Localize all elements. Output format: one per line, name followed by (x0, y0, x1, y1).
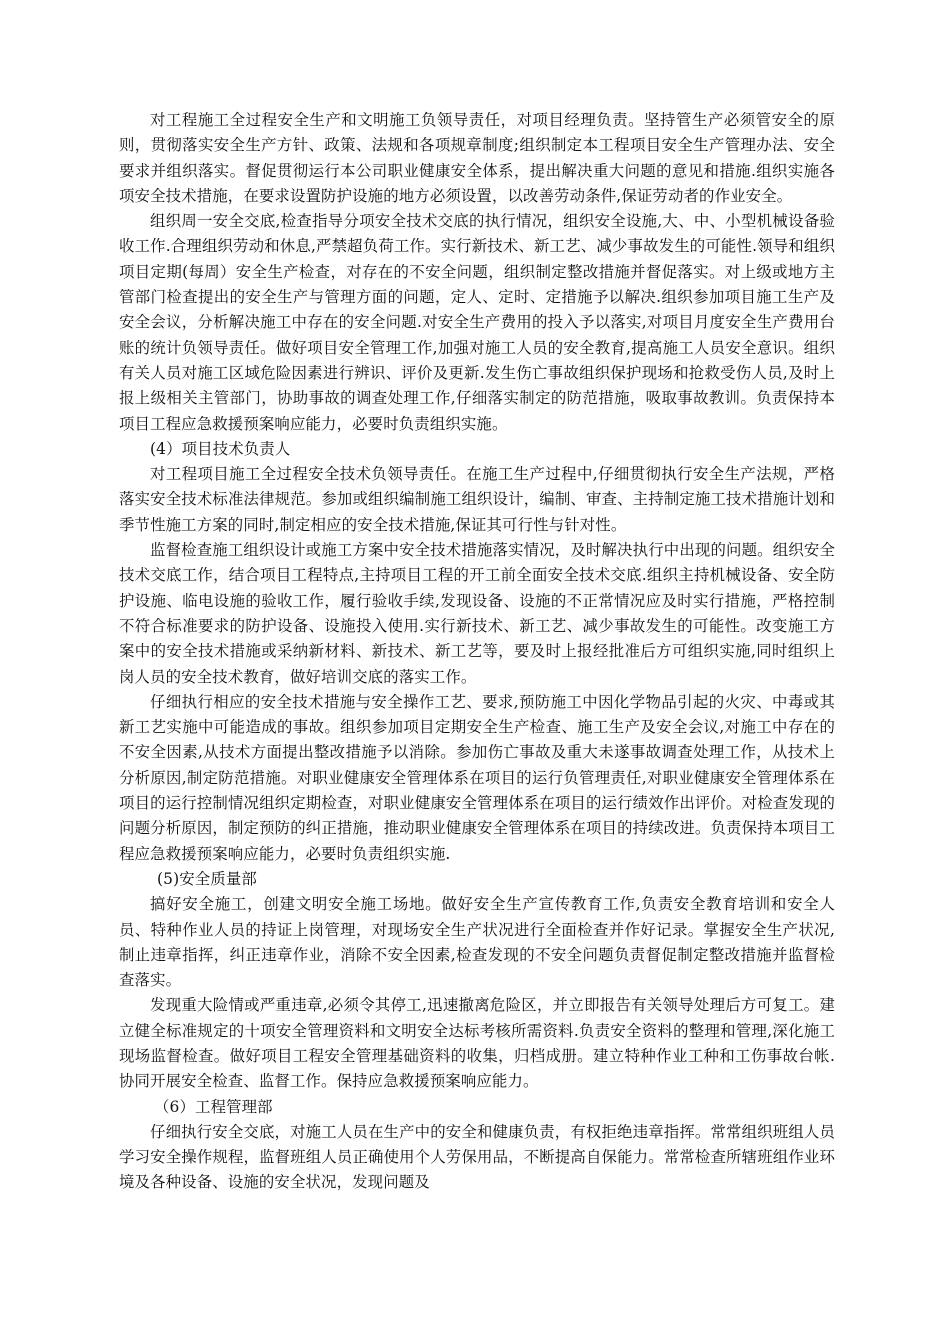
paragraph-1: 对工程施工全过程安全生产和文明施工负领导责任，对项目经理负责。坚持管生产必须管安全的原则，贯彻落实安全生产方针、政策、法规和各项规章制度;组织制定本工程项目安全生产管理办法、安全要求并组织落实。督促贯彻运行本公司职业健康安全体系，提出解决重大问题的意见和措施.组织实施各项安全技术措施，在要求设置防护设施的地方必须设置，以改善劳动条件,保证劳动者的作业安全。 (119, 111, 835, 205)
section-heading-6: （6）工程管理部 (154, 1097, 273, 1116)
paragraph-5: 仔细执行相应的安全技术措施与安全操作工艺、要求,预防施工中因化学物品引起的火灾、中毒或其新工艺实施中可能造成的事故。组织参加项目定期安全生产检查、施工生产及安全会议,对施工中存在的不安全因素,从技术方面提出整改措施予以消除。参加伤亡事故及重大未遂事故调查处理工作，从技术上分析原因,制定防范措施。对职业健康安全管理体系在项目的运行负管理责任,对职业健康安全管理体系在项目的运行控制情况组织定期检查，对职业健康安全管理体系在项目的运行绩效作出评价。对检查发现的问题分析原因，制定预防的纠正措施，推动职业健康安全管理体系在项目的持续改进。负责保持本项目工程应急救援预案响应能力，必要时负责组织实施. (119, 692, 835, 863)
paragraph-4: 监督检查施工组织设计或施工方案中安全技术措施落实情况，及时解决执行中出现的问题。组织安全技术交底工作，结合项目工程特点,主持项目工程的开工前全面安全技术交底.组织主持机械设备、安全防护设施、临电设施的验收工作，履行验收手续,发现设备、设施的不正常情况应及时实行措施，严格控制不符合标准要求的防护设备、设施投入使用.实行新技术、新工艺、减少事故发生的可能性。改变施工方案中的安全技术措施或采纳新材料、新技术、新工艺等，要及时上报经批准后方可组织实施,同时组织上岗人员的安全技术教育，做好培训交底的落实工作。 (119, 541, 835, 686)
paragraph-3: 对工程项目施工全过程安全技术负领导责任。在施工生产过程中,仔细贯彻执行安全生产法规，严格落实安全技术标准法律规范。参加或组织编制施工组织设计，编制、审查、主持制定施工技术措施计划和季节性施工方案的同时,制定相应的安全技术措施,保证其可行性与针对性。 (119, 465, 835, 534)
paragraph-2: 组织周一安全交底,检查指导分项安全技术交底的执行情况，组织安全设施,大、中、小型机械设备验收工作.合理组织劳动和休息,严禁超负荷工作。实行新技术、新工艺、减少事故发生的可能性.领导和组织项目定期(每周）安全生产检查，对存在的不安全问题，组织制定整改措施并督促落实。对上级或地方主管部门检查提出的安全生产与管理方面的问题，定人、定时、定措施予以解决.组织参加项目施工生产及安全会议，分析解决施工中存在的安全问题.对安全生产费用的投入予以落实,对项目月度安全生产费用台账的统计负领导责任。做好项目安全管理工作,加强对施工人员的安全教育,提高施工人员安全意识。组织有关人员对施工区域危险因素进行辨识、评价及更新.发生伤亡事故组织保护现场和抢救受伤人员,及时上报上级相关主管部门，协助事故的调查处理工作,仔细落实制定的防范措施，吸取事故教训。负责保持本项目工程应急救援预案响应能力，必要时负责组织实施。 (119, 212, 835, 433)
paragraph-8: 仔细执行安全交底，对施工人员在生产中的安全和健康负责，有权拒绝违章指挥。常常组织班组人员学习安全操作规程，监督班组人员正确使用个人劳保用品，不断提高自保能力。常常检查所辖班组作业环境及各种设备、设施的安全状况，发现问题及 (119, 1122, 835, 1192)
section-heading-4: (4）项目技术负责人 (150, 439, 291, 458)
paragraph-7: 发现重大险情或严重违章,必须令其停工,迅速撤离危险区，并立即报告有关领导处理后方可复工。建立健全标准规定的十项安全管理资料和文明安全达标考核所需资料.负责安全资料的整理和管理,深化施工现场监督检查。做好项目工程安全管理基础资料的收集，归档成册。建立特种作业工种和工伤事故台帐.协同开展安全检查、监督工作。保持应急救援预案响应能力。 (119, 996, 835, 1091)
section-heading-5: (5)安全质量部 (157, 869, 257, 888)
paragraph-6: 搞好安全施工，创建文明安全施工场地。做好安全生产宣传教育工作,负责安全教育培训和安全人员、特种作业人员的持证上岗管理，对现场安全生产状况进行全面检查并作好记录。掌握安全生产状况,制止违章指挥，纠正违章作业，消除不安全因素,检查发现的不安全问题负责督促制定整改措施并监督检查落实。 (119, 895, 835, 990)
document-page (119, 108, 835, 1196)
